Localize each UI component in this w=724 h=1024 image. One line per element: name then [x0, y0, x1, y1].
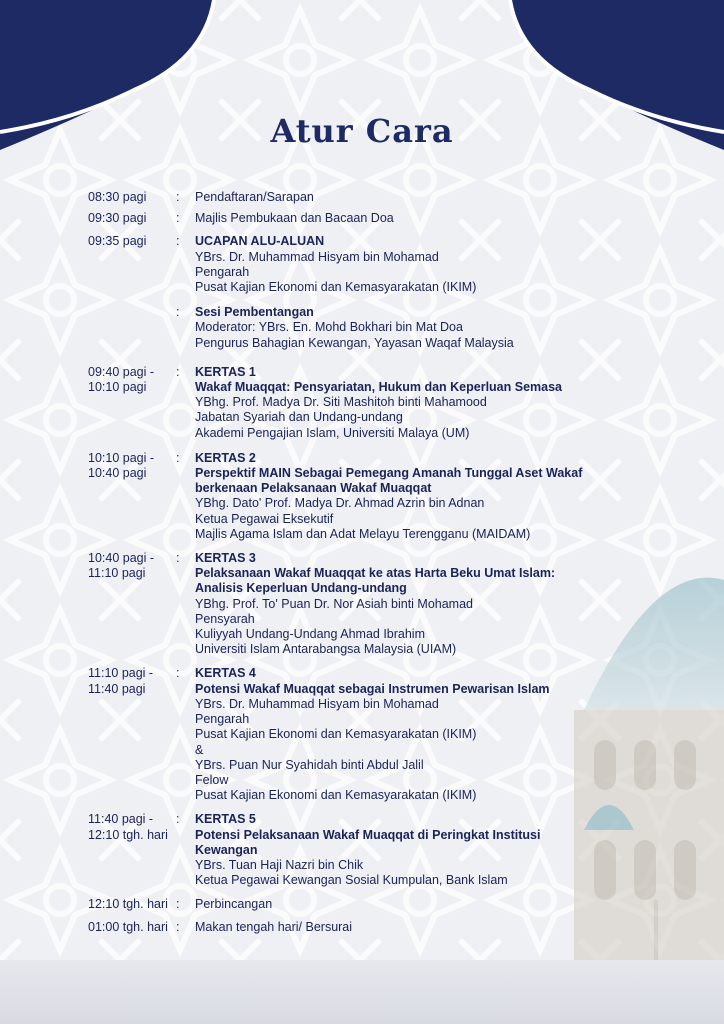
schedule-time: [88, 305, 176, 351]
time-line: 12:10 tgh. hari: [88, 827, 168, 842]
schedule-time: [88, 211, 176, 226]
separator-colon: :: [176, 211, 180, 226]
detail-line: Pengurus Bahagian Kewangan, Yayasan Waqaf Malaysia: [195, 335, 514, 350]
schedule-time: [88, 365, 176, 441]
time-line: 11:40 pagi -: [88, 812, 154, 827]
schedule-content: [195, 666, 648, 803]
heading-line: KERTAS 3: [195, 551, 256, 566]
time-line: 10:40 pagi: [88, 466, 147, 481]
schedule-content: [195, 234, 648, 295]
schedule-content: [195, 451, 648, 542]
heading-line: Pelaksanaan Wakaf Muaqqat ke atas Harta Beku Umat Islam:: [195, 566, 556, 581]
heading-line: Kewangan: [195, 842, 258, 857]
schedule-content: [195, 365, 648, 441]
heading-line: KERTAS 2: [195, 450, 256, 465]
detail-line: Jabatan Syariah dan Undang-undang: [195, 410, 403, 425]
heading-line: UCAPAN ALU-ALUAN: [195, 234, 325, 249]
schedule-list: [88, 190, 648, 943]
schedule-time: [88, 190, 176, 205]
time-line: 10:10 pagi: [88, 380, 147, 395]
detail-line: Ketua Pegawai Eksekutif: [195, 511, 334, 526]
detail-line: YBhg. Dato' Prof. Madya Dr. Ahmad Azrin bin Adnan: [195, 496, 485, 511]
detail-line: YBhg. Prof. Madya Dr. Siti Mashitoh binti Mahamood: [195, 395, 487, 410]
schedule-content: [195, 190, 648, 205]
time-line: 12:10 tgh. hari: [88, 897, 168, 912]
detail-line: Pengarah: [195, 264, 250, 279]
heading-line: Potensi Wakaf Muaqqat sebagai Instrumen Pewarisan Islam: [195, 681, 550, 696]
detail-line: &: [195, 742, 204, 757]
detail-line: Pensyarah: [195, 611, 255, 626]
detail-line: Pusat Kajian Ekonomi dan Kemasyarakatan (IKIM): [195, 788, 477, 803]
schedule-time: [88, 551, 176, 657]
detail-line: Felow: [195, 772, 229, 787]
heading-line: berkenaan Pelaksanaan Wakaf Muaqqat: [195, 481, 432, 496]
detail-line: Perbincangan: [195, 897, 273, 912]
schedule-row: [88, 211, 648, 226]
schedule-time: [88, 897, 176, 912]
schedule-row: [88, 920, 648, 935]
separator-colon: :: [176, 666, 180, 681]
detail-line: Pengarah: [195, 712, 250, 727]
page-title: Atur Cara: [270, 112, 454, 150]
detail-line: YBrs. Dr. Muhammad Hisyam bin Mohamad: [195, 696, 439, 711]
schedule-row: [88, 897, 648, 912]
detail-line: Akademi Pengajian Islam, Universiti Malaya (UM): [195, 425, 470, 440]
heading-line: Wakaf Muaqqat: Pensyariatan, Hukum dan Keperluan Semasa: [195, 380, 563, 395]
heading-line: KERTAS 5: [195, 812, 256, 827]
schedule-row: [88, 365, 648, 441]
detail-line: Makan tengah hari/ Bersurai: [195, 919, 353, 934]
detail-line: Moderator: YBrs. En. Mohd Bokhari bin Mat Doa: [195, 320, 463, 335]
schedule-row: [88, 551, 648, 657]
schedule-content: [195, 812, 648, 888]
heading-line: KERTAS 4: [195, 666, 256, 681]
time-line: 11:10 pagi: [88, 566, 146, 581]
schedule-row: [88, 305, 648, 351]
heading-line: Perspektif MAIN Sebagai Pemegang Amanah Tunggal Aset Wakaf: [195, 466, 583, 481]
schedule-row: [88, 451, 648, 542]
detail-line: YBhg. Prof. To' Puan Dr. Nor Asiah binti Mohamad: [195, 596, 473, 611]
detail-line: YBrs. Dr. Muhammad Hisyam bin Mohamad: [195, 249, 439, 264]
schedule-row: [88, 666, 648, 803]
detail-line: Pusat Kajian Ekonomi dan Kemasyarakatan (IKIM): [195, 280, 477, 295]
schedule-row: [88, 812, 648, 888]
time-line: 09:40 pagi -: [88, 364, 155, 379]
schedule-content: [195, 305, 648, 351]
schedule-row: [88, 234, 648, 295]
schedule-time: [88, 451, 176, 542]
time-line: 09:35 pagi: [88, 234, 147, 249]
schedule-content: [195, 920, 648, 935]
time-line: 11:10 pagi -: [88, 666, 154, 681]
separator-colon: :: [176, 812, 180, 827]
heading-line: Sesi Pembentangan: [195, 305, 314, 320]
schedule-row: [88, 190, 648, 205]
schedule-content: [195, 897, 648, 912]
schedule-content: [195, 211, 648, 226]
separator-colon: :: [176, 305, 180, 320]
separator-colon: :: [176, 551, 180, 566]
heading-line: Analisis Keperluan Undang-undang: [195, 581, 407, 596]
schedule-content: [195, 551, 648, 657]
separator-colon: :: [176, 364, 180, 379]
detail-line: Pusat Kajian Ekonomi dan Kemasyarakatan (IKIM): [195, 727, 477, 742]
detail-line: Pendaftaran/Sarapan: [195, 190, 314, 204]
separator-colon: :: [176, 450, 180, 465]
time-line: 01:00 tgh. hari: [88, 919, 168, 934]
schedule-time: [88, 920, 176, 935]
schedule-time: [88, 666, 176, 803]
detail-line: YBrs. Tuan Haji Nazri bin Chik: [195, 857, 364, 872]
time-line: 10:10 pagi -: [88, 450, 155, 465]
detail-line: Ketua Pegawai Kewangan Sosial Kumpulan, Bank Islam: [195, 873, 508, 888]
detail-line: Universiti Islam Antarabangsa Malaysia (UIAM): [195, 642, 457, 657]
separator-colon: :: [176, 897, 180, 912]
footer-fade: [0, 960, 724, 1024]
detail-line: Kuliyyah Undang-Undang Ahmad Ibrahim: [195, 627, 425, 642]
time-line: 10:40 pagi -: [88, 551, 155, 566]
heading-line: KERTAS 1: [195, 364, 256, 379]
detail-line: YBrs. Puan Nur Syahidah binti Abdul Jalil: [195, 757, 424, 772]
detail-line: Majlis Pembukaan dan Bacaan Doa: [195, 211, 394, 226]
detail-line: Majlis Agama Islam dan Adat Melayu Terengganu (MAIDAM): [195, 526, 531, 541]
separator-colon: :: [176, 190, 180, 204]
separator-colon: :: [176, 919, 180, 934]
heading-line: Potensi Pelaksanaan Wakaf Muaqqat di Peringkat Institusi: [195, 827, 541, 842]
schedule-time: [88, 812, 176, 888]
separator-colon: :: [176, 234, 180, 249]
time-line: 08:30 pagi: [88, 190, 147, 204]
time-line: 09:30 pagi: [88, 211, 147, 226]
schedule-time: [88, 234, 176, 295]
time-line: 11:40 pagi: [88, 681, 146, 696]
